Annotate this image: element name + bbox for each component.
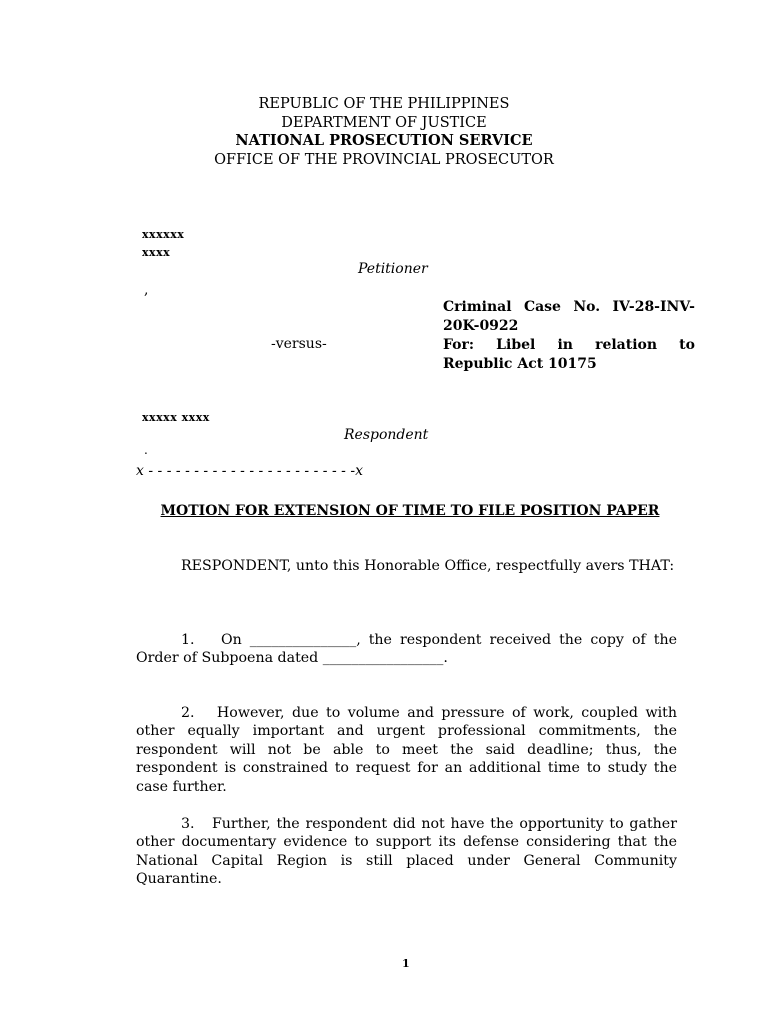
case-number-word4: IV-28-INV- (612, 299, 695, 315)
paragraph-2 (136, 704, 677, 796)
petitioner-name-line1: xxxxxx (142, 228, 185, 241)
case-number-word3: No. (573, 299, 601, 315)
paragraph-3-text: Further, the respondent did not have the opportunity to gather other documentary evidence to support its defense considering that the National Capital Region is still placed under General Community Quarantine. (136, 816, 677, 888)
paragraph-1-number: 1. (181, 632, 195, 648)
versus-label: -versus- (271, 336, 327, 352)
paragraph-3-number: 3. (181, 816, 195, 832)
header-republic: REPUBLIC OF THE PHILIPPINES (258, 96, 510, 112)
case-for-word1: For: (443, 337, 475, 353)
motion-intro: RESPONDENT, unto this Honorable Office, respectfully avers THAT: (181, 558, 675, 574)
respondent-label: Respondent (344, 427, 429, 443)
case-number-word2: Case (523, 299, 561, 315)
case-for-word5: to (679, 337, 695, 353)
case-for-word4: relation (595, 337, 658, 353)
separator-left: x - (136, 463, 154, 479)
motion-title: MOTION FOR EXTENSION OF TIME TO FILE POSITION PAPER (160, 503, 660, 519)
paragraph-1 (136, 631, 677, 668)
petitioner-label: Petitioner (358, 261, 428, 277)
page-number: 1 (402, 957, 410, 970)
case-details (443, 298, 695, 374)
petitioner-mark: , (144, 282, 149, 298)
case-act: Republic Act 10175 (443, 356, 597, 372)
paragraph-3 (136, 815, 677, 889)
separator-dashes: - - - - - - - - - - - - - - - - - - - - - - (157, 463, 356, 479)
paragraph-1-text: On _______________, the respondent received the copy of the Order of Subpoena dated _________________. (136, 632, 677, 667)
respondent-mark: . (144, 443, 148, 457)
petitioner-name-line2: xxxx (142, 246, 171, 259)
header-prosecution-service: NATIONAL PROSECUTION SERVICE (235, 132, 533, 149)
header-provincial-office: OFFICE OF THE PROVINCIAL PROSECUTOR (214, 152, 554, 168)
case-for-word2: Libel (496, 337, 536, 353)
case-for-word3: in (557, 337, 573, 353)
paragraph-2-number: 2. (181, 705, 195, 721)
case-number-word1: Criminal (443, 299, 512, 315)
caption-separator (136, 463, 363, 479)
respondent-name: xxxxx xxxx (142, 411, 210, 424)
paragraph-2-text: However, due to volume and pressure of work, coupled with other equally important and urgent professional commitments, the respondent will not be able to meet the said deadline; thus, the respondent is constrained to request for an additional time to study the case further. (136, 705, 677, 795)
separator-right: x (355, 463, 363, 479)
header-department: DEPARTMENT OF JUSTICE (281, 115, 487, 131)
case-number-cont: 20K-0922 (443, 318, 519, 334)
